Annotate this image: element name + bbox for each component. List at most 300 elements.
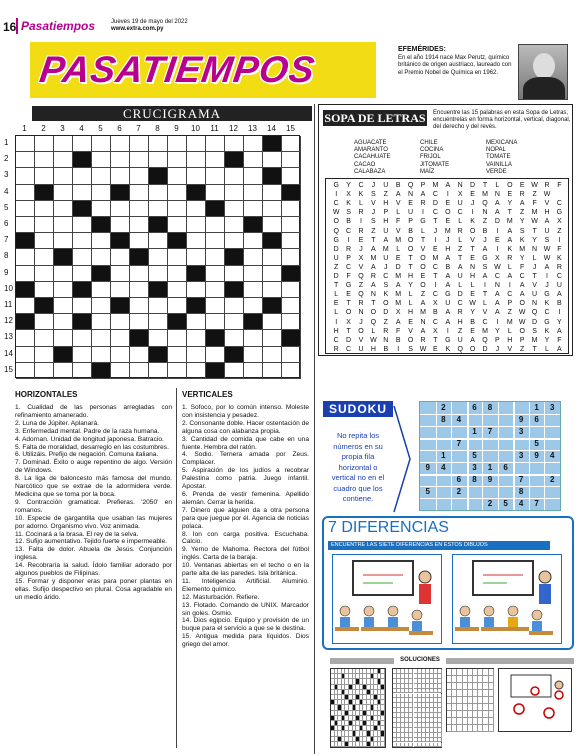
sopa-letter[interactable]: H	[507, 336, 513, 344]
sopa-letter[interactable]: C	[494, 273, 500, 280]
sopa-letter[interactable]: O	[420, 282, 426, 290]
sopa-letter[interactable]: W	[543, 254, 551, 262]
sopa-letter[interactable]: O	[420, 254, 426, 262]
sopa-letter[interactable]: O	[333, 218, 339, 226]
sopa-letter[interactable]: W	[518, 318, 526, 326]
sopa-letter[interactable]: G	[420, 218, 426, 226]
sopa-letter[interactable]: Z	[371, 227, 376, 235]
sopa-letter[interactable]: W	[332, 209, 340, 217]
sopa-letter[interactable]: A	[557, 327, 562, 335]
sopa-letter[interactable]: B	[445, 263, 451, 271]
crossword-cell[interactable]	[263, 266, 282, 282]
sopa-letter[interactable]: O	[519, 327, 525, 335]
crossword-cell[interactable]	[35, 217, 54, 233]
sopa-letter[interactable]: O	[370, 309, 377, 317]
crossword-cell[interactable]	[244, 363, 263, 379]
crossword-cell[interactable]	[244, 185, 263, 201]
sopa-letter[interactable]: D	[333, 245, 339, 253]
crossword-cell[interactable]	[111, 249, 130, 265]
sopa-letter[interactable]: C	[383, 273, 389, 280]
sopa-letter[interactable]: K	[507, 245, 513, 253]
sopa-letter[interactable]: I	[434, 282, 437, 290]
sopa-letter[interactable]: M	[395, 300, 402, 308]
sopa-letter[interactable]: H	[370, 345, 376, 353]
sopa-letter[interactable]: T	[408, 263, 413, 271]
sopa-letter[interactable]: M	[382, 245, 389, 253]
crossword-cell[interactable]	[130, 266, 149, 282]
sopa-letter[interactable]: C	[482, 318, 488, 326]
crossword-cell[interactable]	[168, 168, 187, 184]
sudoku-cell[interactable]	[498, 438, 514, 450]
sopa-letter[interactable]: I	[422, 209, 424, 217]
sudoku-cell[interactable]: 1	[472, 427, 477, 436]
sopa-letter[interactable]: T	[334, 282, 339, 290]
sopa-letter[interactable]: Z	[458, 245, 463, 253]
sopa-letter[interactable]: N	[482, 209, 488, 217]
crossword-cell[interactable]	[168, 217, 187, 233]
crossword-cell[interactable]	[92, 201, 111, 217]
crossword-cell[interactable]	[168, 363, 187, 379]
crossword-cell[interactable]	[263, 217, 282, 233]
crossword-cell[interactable]	[206, 233, 225, 249]
sudoku-cell[interactable]	[420, 426, 436, 438]
crossword-cell[interactable]	[35, 201, 54, 217]
sopa-letter[interactable]: A	[482, 245, 488, 253]
crossword-cell[interactable]	[168, 330, 187, 346]
sopa-letter[interactable]: E	[358, 236, 364, 244]
crossword-cell[interactable]	[35, 168, 54, 184]
sudoku-cell[interactable]: 9	[425, 463, 430, 472]
sopa-letter[interactable]: U	[457, 273, 463, 280]
sudoku-cell[interactable]	[498, 402, 514, 414]
crossword-cell[interactable]	[282, 347, 301, 363]
sopa-letter[interactable]: C	[333, 200, 339, 208]
sopa-letter[interactable]: H	[383, 200, 389, 208]
sopa-letter[interactable]: G	[445, 336, 451, 344]
crossword-cell[interactable]	[130, 298, 149, 314]
sopa-letter[interactable]: Z	[458, 327, 463, 335]
sopa-letter[interactable]: L	[470, 282, 475, 290]
sudoku-cell[interactable]: 9	[534, 451, 539, 460]
crossword-cell[interactable]	[282, 217, 301, 233]
sopa-letter[interactable]: Z	[358, 282, 364, 290]
sudoku-cell[interactable]: 4	[456, 415, 462, 424]
sopa-letter[interactable]: F	[520, 263, 525, 271]
sopa-letter[interactable]: C	[358, 182, 364, 189]
sopa-letter[interactable]: G	[544, 318, 550, 326]
sopa-letter[interactable]: M	[432, 254, 439, 262]
sopa-letter[interactable]: K	[544, 300, 550, 308]
sudoku-cell[interactable]: 2	[441, 403, 446, 412]
sudoku-cell[interactable]	[420, 438, 436, 450]
sopa-letter[interactable]: N	[408, 191, 414, 199]
sopa-letter[interactable]: Q	[358, 273, 364, 280]
sopa-letter[interactable]: O	[407, 336, 414, 344]
sudoku-cell[interactable]	[420, 402, 436, 414]
sopa-letter[interactable]: F	[532, 200, 537, 208]
sopa-letter[interactable]: A	[495, 209, 500, 217]
sopa-letter[interactable]: G	[333, 182, 339, 189]
sudoku-cell[interactable]	[498, 426, 514, 438]
sopa-letter[interactable]: N	[420, 318, 426, 326]
crossword-cell[interactable]	[16, 217, 35, 233]
crossword-cell[interactable]	[35, 233, 54, 249]
sopa-letter[interactable]: F	[346, 273, 351, 280]
sopa-letter[interactable]: Z	[383, 318, 388, 326]
sudoku-cell[interactable]	[513, 462, 529, 474]
crossword-cell[interactable]	[244, 330, 263, 346]
crossword-cell[interactable]	[149, 298, 168, 314]
sopa-letter[interactable]: B	[408, 227, 413, 235]
crossword-cell[interactable]	[73, 217, 92, 233]
crossword-cell[interactable]	[187, 282, 206, 298]
sopa-letter[interactable]: O	[383, 300, 389, 308]
sopa-letter[interactable]: T	[371, 236, 376, 244]
sopa-letter[interactable]: R	[457, 309, 463, 317]
crossword-cell[interactable]	[35, 266, 54, 282]
sopa-letter[interactable]: V	[395, 227, 401, 235]
sopa-letter[interactable]: K	[519, 236, 525, 244]
crossword-cell[interactable]	[16, 201, 35, 217]
crossword-cell[interactable]	[130, 282, 149, 298]
sopa-letter[interactable]: A	[482, 273, 488, 280]
sopa-letter[interactable]: J	[371, 209, 376, 217]
sopa-letter[interactable]: Z	[482, 218, 488, 226]
sopa-letter[interactable]: A	[445, 273, 451, 280]
sopa-letter[interactable]: T	[532, 227, 537, 235]
sudoku-cell[interactable]	[513, 402, 529, 414]
sopa-letter[interactable]: B	[470, 318, 475, 326]
sopa-letter[interactable]: T	[433, 273, 438, 280]
crossword-cell[interactable]	[187, 249, 206, 265]
crossword-cell[interactable]	[111, 152, 130, 168]
crossword-cell[interactable]	[187, 314, 206, 330]
crossword-cell[interactable]	[263, 363, 282, 379]
sopa-letter[interactable]: N	[383, 336, 389, 344]
crossword-cell[interactable]	[206, 298, 225, 314]
sopa-letter[interactable]: X	[395, 309, 401, 317]
sopa-letter[interactable]: K	[358, 191, 364, 199]
sopa-letter[interactable]: W	[531, 182, 538, 189]
sopa-letter[interactable]: L	[421, 227, 425, 235]
crossword-cell[interactable]	[16, 185, 35, 201]
crossword-cell[interactable]	[73, 330, 92, 346]
sopa-letter[interactable]: Z	[532, 191, 537, 199]
sopa-letter[interactable]: T	[507, 209, 512, 217]
sopa-letter[interactable]: W	[518, 309, 526, 317]
crossword-cell[interactable]	[35, 249, 54, 265]
sopa-letter[interactable]: J	[483, 236, 487, 244]
crossword-cell[interactable]	[149, 249, 168, 265]
sopa-letter[interactable]: N	[358, 309, 364, 317]
crossword-cell[interactable]	[168, 152, 187, 168]
sopa-letter[interactable]: T	[408, 254, 413, 262]
crossword-cell[interactable]	[111, 201, 130, 217]
sopa-letter[interactable]: L	[458, 218, 463, 226]
crossword-cell[interactable]	[282, 363, 301, 379]
sopa-letter[interactable]: X	[346, 191, 351, 199]
sopa-letter[interactable]: S	[532, 327, 537, 335]
sopa-letter[interactable]: B	[395, 336, 401, 344]
sopa-letter[interactable]: T	[346, 300, 351, 308]
crossword-cell[interactable]	[54, 330, 73, 346]
crossword-cell[interactable]	[111, 136, 130, 152]
sopa-letter[interactable]: L	[334, 291, 339, 299]
sopa-letter[interactable]: I	[434, 236, 437, 244]
sopa-letter[interactable]: T	[371, 300, 376, 308]
sopa-letter[interactable]: P	[507, 300, 513, 308]
sopa-letter[interactable]: U	[457, 200, 463, 208]
sudoku-cell[interactable]	[467, 498, 483, 510]
crossword-cell[interactable]	[54, 217, 73, 233]
sopa-letter[interactable]: M	[432, 182, 439, 189]
sopa-letter[interactable]: J	[495, 345, 500, 353]
sopa-letter[interactable]: P	[495, 336, 500, 344]
sudoku-cell[interactable]: 6	[456, 475, 462, 484]
sudoku-cell[interactable]: 1	[534, 403, 539, 412]
sopa-letter[interactable]: L	[458, 282, 463, 290]
crossword-cell[interactable]	[282, 152, 301, 168]
sopa-letter[interactable]: K	[544, 327, 550, 335]
crossword-cell[interactable]	[54, 298, 73, 314]
sopa-letter[interactable]: A	[445, 309, 451, 317]
sudoku-cell[interactable]: 3	[472, 463, 477, 472]
sopa-letter[interactable]: W	[543, 191, 551, 199]
sopa-letter[interactable]: E	[470, 291, 475, 299]
sopa-letter[interactable]: R	[507, 254, 513, 262]
sopa-letter[interactable]: N	[494, 191, 500, 199]
sopa-letter[interactable]: C	[432, 263, 438, 271]
sopa-letter[interactable]: J	[371, 182, 376, 189]
crossword-cell[interactable]	[187, 168, 206, 184]
sopa-letter[interactable]: A	[457, 263, 463, 271]
sopa-letter[interactable]: O	[358, 327, 364, 335]
sopa-letter[interactable]: N	[457, 182, 463, 189]
sopa-letter[interactable]: A	[420, 327, 426, 335]
sopa-letter[interactable]: V	[408, 327, 413, 335]
sudoku-cell[interactable]	[451, 450, 467, 462]
sopa-letter[interactable]: A	[395, 318, 401, 326]
sopa-letter[interactable]: W	[419, 345, 427, 353]
crossword-cell[interactable]	[111, 168, 130, 184]
sopa-letter[interactable]: A	[371, 263, 376, 271]
sopa-letter[interactable]: O	[345, 309, 352, 317]
sopa-letter[interactable]: E	[445, 200, 451, 208]
sudoku-cell[interactable]: 5	[503, 499, 508, 508]
sopa-letter[interactable]: A	[557, 345, 562, 353]
sopa-letter[interactable]: A	[519, 282, 525, 290]
sopa-letter[interactable]: A	[519, 291, 525, 299]
sopa-letter[interactable]: P	[383, 209, 389, 217]
sudoku-cell[interactable]	[482, 486, 498, 498]
sopa-letter[interactable]: D	[395, 263, 401, 271]
crossword-cell[interactable]	[130, 347, 149, 363]
sopa-letter[interactable]: V	[395, 200, 401, 208]
sopa-letter[interactable]: I	[508, 282, 511, 290]
sopa-letter[interactable]: M	[531, 336, 538, 344]
sudoku-cell[interactable]: 7	[534, 499, 539, 508]
sopa-letter[interactable]: A	[495, 291, 500, 299]
crossword-cell[interactable]	[244, 233, 263, 249]
crossword-cell[interactable]	[92, 249, 111, 265]
crossword-cell[interactable]	[168, 347, 187, 363]
crossword-cell[interactable]	[244, 136, 263, 152]
crossword-cell[interactable]	[111, 217, 130, 233]
sopa-letter[interactable]: M	[506, 218, 513, 226]
sopa-letter[interactable]: S	[346, 209, 351, 217]
sudoku-cell[interactable]	[482, 414, 498, 426]
sopa-letter[interactable]: Z	[507, 309, 512, 317]
sopa-letter[interactable]: C	[432, 191, 438, 199]
sopa-letter[interactable]: G	[482, 254, 488, 262]
sopa-letter[interactable]: Y	[544, 336, 550, 344]
crossword-cell[interactable]	[54, 152, 73, 168]
sopa-letter[interactable]: M	[444, 227, 451, 235]
sopa-letter[interactable]: L	[359, 200, 363, 208]
sudoku-cell[interactable]: 4	[518, 499, 524, 508]
sudoku-cell[interactable]: 8	[518, 487, 524, 496]
sudoku-cell[interactable]: 9	[487, 475, 493, 484]
sopa-letter[interactable]: F	[396, 218, 401, 226]
crossword-cell[interactable]	[149, 363, 168, 379]
sopa-letter[interactable]: C	[544, 309, 550, 317]
sudoku-cell[interactable]	[529, 474, 545, 486]
crossword-cell[interactable]	[111, 282, 130, 298]
crossword-cell[interactable]	[16, 249, 35, 265]
sopa-letter[interactable]: Q	[358, 291, 364, 299]
sudoku-cell[interactable]	[467, 414, 483, 426]
sudoku-cell[interactable]: 8	[441, 415, 446, 424]
crossword-cell[interactable]	[92, 136, 111, 152]
crossword-cell[interactable]	[54, 233, 73, 249]
sopa-letter[interactable]: G	[345, 282, 352, 290]
crossword-cell[interactable]	[206, 249, 225, 265]
sopa-letter[interactable]: H	[408, 273, 414, 280]
sopa-letter[interactable]: C	[346, 345, 352, 353]
sopa-letter[interactable]: K	[470, 218, 475, 226]
crossword-cell[interactable]	[225, 298, 244, 314]
crossword-cell[interactable]	[16, 152, 35, 168]
crossword-cell[interactable]	[225, 201, 244, 217]
sudoku-cell[interactable]	[436, 486, 452, 498]
sopa-letter[interactable]: O	[469, 345, 476, 353]
sopa-letter[interactable]: S	[371, 191, 376, 199]
crossword-cell[interactable]	[187, 363, 206, 379]
crossword-cell[interactable]	[16, 136, 35, 152]
crossword-cell[interactable]	[149, 185, 168, 201]
sopa-letter[interactable]: W	[531, 218, 538, 226]
sopa-letter[interactable]: F	[557, 182, 562, 189]
sudoku-cell[interactable]: 7	[456, 439, 462, 448]
sudoku-cell[interactable]	[451, 498, 467, 510]
sopa-letter[interactable]: Q	[531, 309, 538, 317]
sopa-letter[interactable]: I	[347, 236, 350, 244]
sopa-letter[interactable]: I	[496, 318, 499, 326]
sopa-letter[interactable]: R	[420, 336, 426, 344]
crossword-cell[interactable]	[263, 185, 282, 201]
crossword-cell[interactable]	[206, 282, 225, 298]
sopa-letter[interactable]: P	[346, 254, 351, 262]
sopa-letter[interactable]: L	[507, 263, 512, 271]
sudoku-cell[interactable]: 5	[534, 439, 539, 448]
sopa-letter[interactable]: O	[507, 182, 513, 189]
sopa-letter[interactable]: W	[469, 300, 476, 308]
sopa-letter[interactable]: E	[433, 245, 438, 253]
sopa-letter[interactable]: N	[532, 300, 538, 308]
sopa-letter[interactable]: U	[445, 300, 451, 308]
crossword-cell[interactable]	[263, 249, 282, 265]
crossword-cell[interactable]	[111, 347, 130, 363]
sopa-letter[interactable]: J	[384, 263, 388, 271]
crossword-cell[interactable]	[244, 168, 263, 184]
sopa-letter[interactable]: A	[507, 236, 513, 244]
crossword-cell[interactable]	[16, 330, 35, 346]
sudoku-cell[interactable]: 6	[472, 403, 477, 412]
sopa-letter[interactable]: H	[544, 209, 550, 217]
sudoku-cell[interactable]	[498, 486, 514, 498]
sopa-letter[interactable]: Z	[557, 227, 562, 235]
sopa-letter[interactable]: R	[358, 227, 364, 235]
crossword-cell[interactable]	[92, 314, 111, 330]
sopa-letter[interactable]: I	[496, 245, 499, 253]
sudoku-cell[interactable]	[420, 498, 436, 510]
sopa-letter[interactable]: Y	[470, 309, 475, 317]
sopa-letter[interactable]: C	[507, 291, 513, 299]
crossword-cell[interactable]	[130, 217, 149, 233]
diferencias-drawing-left[interactable]	[332, 554, 442, 644]
sudoku-cell[interactable]	[529, 486, 545, 498]
sudoku-cell[interactable]: 7	[487, 427, 493, 436]
sopa-letter[interactable]: D	[494, 218, 500, 226]
sudoku-cell[interactable]	[467, 438, 483, 450]
sopa-letter[interactable]: T	[346, 327, 351, 335]
sopa-letter[interactable]: M	[395, 273, 402, 280]
sudoku-cell[interactable]: 3	[549, 403, 555, 412]
sudoku-cell[interactable]	[513, 438, 529, 450]
crossword-cell[interactable]	[168, 136, 187, 152]
sopa-letter[interactable]: I	[484, 282, 486, 290]
sopa-letter[interactable]: V	[507, 345, 513, 353]
sopa-letter[interactable]: L	[483, 300, 487, 308]
sopa-letter[interactable]: A	[395, 191, 401, 199]
sudoku-cell[interactable]: 1	[487, 463, 493, 472]
sopa-letter[interactable]: R	[370, 273, 376, 280]
crossword-cell[interactable]	[111, 330, 130, 346]
crossword-cell[interactable]	[244, 152, 263, 168]
sopa-letter[interactable]: Y	[346, 182, 351, 189]
sopa-letter[interactable]: F	[557, 336, 562, 344]
sopa-letter[interactable]: D	[482, 345, 488, 353]
sopa-letter[interactable]: L	[408, 300, 413, 308]
crossword-cell[interactable]	[225, 330, 244, 346]
sudoku-cell[interactable]	[544, 414, 560, 426]
crossword-cell[interactable]	[244, 298, 263, 314]
sopa-letter[interactable]: M	[506, 318, 513, 326]
sopa-letter[interactable]: C	[556, 200, 562, 208]
sopa-letter[interactable]: H	[383, 218, 389, 226]
crossword-cell[interactable]	[225, 136, 244, 152]
sopa-letter[interactable]: T	[532, 273, 537, 280]
crossword-cell[interactable]	[225, 363, 244, 379]
sopa-letter[interactable]: L	[396, 209, 401, 217]
sopa-letter[interactable]: U	[556, 282, 562, 290]
sudoku-cell[interactable]: 3	[518, 451, 524, 460]
sopa-letter[interactable]: T	[470, 245, 475, 253]
crossword-cell[interactable]	[149, 266, 168, 282]
crossword-cell[interactable]	[92, 347, 111, 363]
crossword-cell[interactable]	[282, 233, 301, 249]
sopa-letter[interactable]: A	[383, 236, 389, 244]
